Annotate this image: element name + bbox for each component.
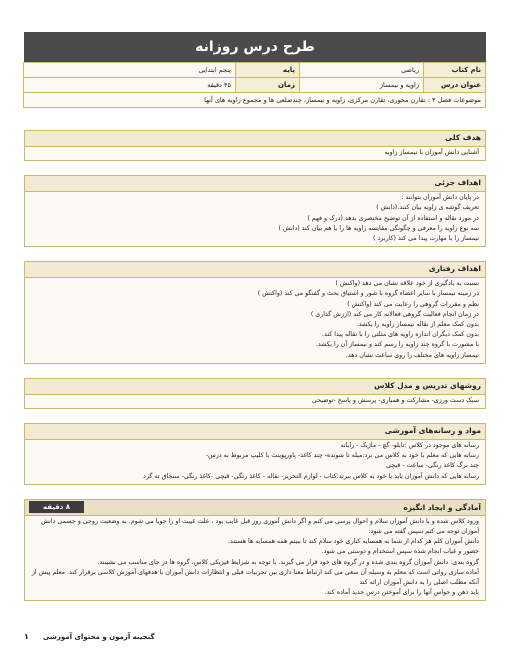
grade-label: پایه [236,63,300,78]
lesson-value: زاویه و نیمساز [300,78,424,93]
media-line: رسانه هایی که دانش آموزان باید با خود به کلاس بیرند:کتاب - لوازم التحریر- نقاله - کاغذ رنگی- قیچی -کاغذ رنگی- سنجاق ته گرد [143,472,479,480]
time-label: زمان [236,78,300,93]
intro-line: آماده سازی روانی است که معلم به وسیله آن سعی می کند ارتباط معنا داری بین تجربیات قبلی و انتظارات دانش آموزان با هدفهای آموزش کلاسی برقرار کند. معلم پیش از آنکه مطلب اصلی را به دانش آموزان ارائه کند [31,568,479,587]
info-row-lesson [24,78,486,93]
behavioral-goal-line: در زمان انجام فعالیت گروهی فعالانه کار می کند (ارزش گذاری ) [310,310,479,318]
info-table [23,62,486,108]
book-label: نام کتاب [424,63,486,78]
teaching-methods-section [24,378,486,409]
behavioral-goal-line: نظم و مقررات گروهی را رعایت می کند (واکنش ) [347,300,479,308]
partial-goal-line: نیمساز را با مهارت پیدا می کند (کاربرد ) [373,235,479,243]
partial-goal-line: تعریف گوشه ی زاویه بیان کنند.(دانش ) [376,204,479,212]
media-line: چند برگ کاغذ رنگی- ساعت - قیچی [386,462,479,470]
behavioral-goal-line: نیمساز زاویه های مختلف را روی ساعت نشان دهد. [345,351,479,359]
general-goal-section [24,130,486,161]
lesson-label: عنوان درس [424,78,486,93]
time-value: ۴۵ دقیقه [24,78,236,93]
info-row-book [24,63,486,78]
partial-goal-line: سه نوع زاویه را معرفی و چگونگی مقایسه زاویه ها را با هم بیان کند (دانش ) [278,224,479,232]
partial-goals-section [24,175,486,247]
behavioral-goals-section [24,261,486,364]
media-line: رسانه هایی که معلم با خود به کلاس می برد:میله تا شونده- چند کاغذ- پاورپوینت با کلیپ مربوط به درس- [205,452,479,460]
media-line: رسانه های موجود در کلاس :تابلو- گچ - ماژیک - رایانه [340,442,479,450]
behavioral-goals-heading: اهداف رفتاری [25,262,485,278]
info-row-topics [24,93,486,108]
intro-line: ورود کلاس شده و با دانش آموزان سلام و احوال پرسی می کنم و اگر دانش آموزی روز قبل غایب بود ، علت غیبت او را جویا می شوم. به وضعیت روحی و جسمی دانش آموزان توجه می کنم سپس گفته می شود: [41,517,479,536]
media-section [24,423,486,485]
partial-goal-line: در مورد نقاله و استفاده از آن توضیح مختصری بدهد.(درک و فهم ) [307,214,479,222]
intro-line: دانش آموزان کلم هر کدام از شما به همسایه کناری خود سلام کند تا ببینم همه همسایه ها هستند. [228,538,479,546]
intro-time-badge: ۸ دقیقه [29,501,84,513]
behavioral-goal-line: با مشورت با گروه چند زاویه را رسم کند و نیمساز آن را بکشد. [315,341,479,349]
behavioral-goal-line: بدون کمک دیگران اندازه زاویه های مثلثی را با نقاله پیدا کند. [322,331,479,339]
media-heading: مواد و رسانه‌های آموزشی [25,424,485,440]
publisher-name: گنجینه آزمون و محتوای آموزشی [42,632,155,641]
behavioral-goal-line: در زمینه نیمساز با سایر اعضاء گروه با شور و اشتیاق بحث و گفتگو می کند (واکنش ) [257,290,479,298]
intro-heading: آمادگی و ایجاد انگیزه [403,502,481,512]
intro-line: حضور و غیاب انجام شده سپس استخدام و دوستی می شود. [321,548,479,556]
behavioral-goal-line: نسبت به یادگیری از خود علاقه نشان می دهد (واکنش ) [335,280,479,288]
grade-value: پنجم ابتدایی [24,63,236,78]
lesson-plan-page [24,32,486,601]
intro-line: باید ذهن و حواس آنها را برای آموختن درس جدید آماده کند. [324,589,479,597]
intro-section [24,499,486,602]
general-goal-text: آشنایی دانش آموزان با نیمساز زاویه [384,149,479,156]
intro-line: گروه بندی: دانش آموزان گروه بندی شده و در گروه های خود قرار می گیرند. با توجه به شرایط فیزیکی کلاس، گروه ها در جای مناسب می نشینند. [97,558,479,566]
page-number: ۱ [24,632,29,641]
page-title: طرح درس روزانه [24,32,486,62]
teaching-methods-text: سبک دست ورزی- مشارکت و همیاری- پرسش و پاسخ -توضیحی [311,396,479,404]
partial-goals-heading: اهداف جزئی [25,176,485,192]
topics-text: موضوعات فصل ۴ : تقارن محوری، تقارن مرکزی، زاویه و نیمساز، چندضلعی ها و مجموع زاویه های آنها [24,93,486,108]
teaching-methods-heading: روشهای تدریس و مدل کلاس [25,379,485,395]
behavioral-goal-line: بدون کمک معلم از نقاله نیمساز زاویه را بکشد. [356,321,479,329]
partial-goal-line: در پایان دانش آموزان بتوانند : [401,194,479,202]
book-value: ریاضی [300,63,424,78]
general-goal-heading: هدف کلی [25,131,485,147]
page-footer [24,632,486,641]
